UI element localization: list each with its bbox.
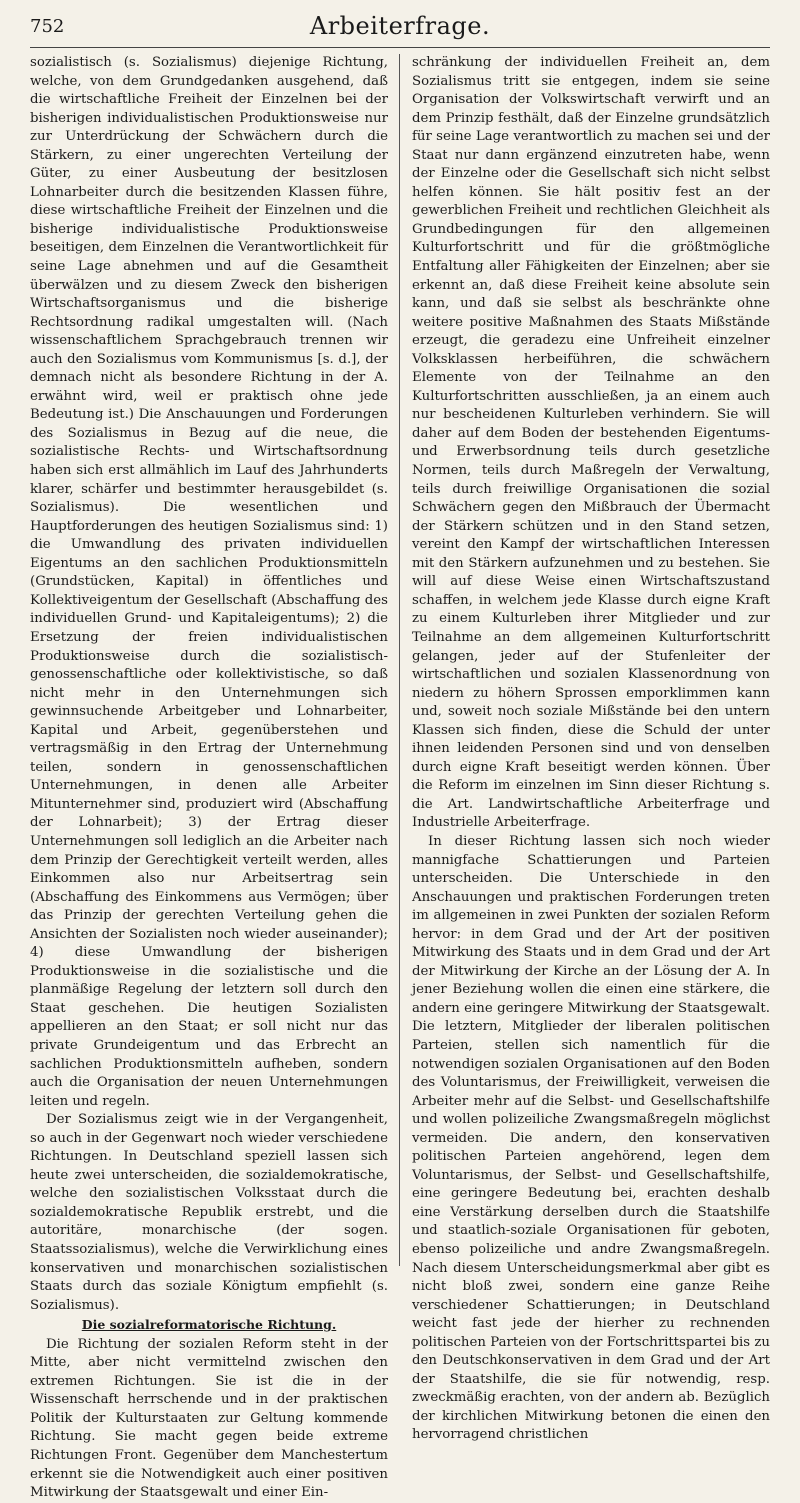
paragraph: Die Richtung der sozialen Reform steht in der Mitte, aber nicht vermittelnd zwischen den extremen Richtungen. Sie ist die in der Wissenschaft herrschende und in der praktischen Politik der Kulturstaaten zur Geltung kommende Richtung. Sie macht gegen beide extreme Richtungen Front. Gegenüber dem Manchestertum erkennt sie die Notwendigkeit auch einer positiven Mitwirkung der Staatsgewalt und einer Ein- [30, 1336, 388, 1501]
right-column [412, 54, 770, 1443]
left-column [30, 54, 388, 1501]
paragraph: sozialistisch (s. Sozialismus) diejenige Richtung, welche, von dem Grundgedanken ausgehend, daß die wirtschaftliche Freiheit der Einzelnen bei der bisherigen individualistischen Produktionsweise nur zur Unterdrückung der Schwächern durch die Stärkern, zu einer ungerechten Verteilung der Güter, zu einer Ausbeutung der besitzlosen Lohnarbeiter durch die besitzenden Klassen führe, diese wirtschaftliche Freiheit der Einzelnen und die bisherige individualistische Produktionsweise beseitigen, dem Einzelnen die Verantwortlichkeit für seine Lage abnehmen und auf die Gesamtheit überwälzen und zu diesem Zweck den bisherigen Wirtschaftsorganismus und die bisherige Rechtsordnung radikal umgestalten will. (Nach wissenschaftlichem Sprachgebrauch trennen wir auch den Sozialismus vom Kommunismus [s. d.], der demnach nicht als besondere Richtung in der A. erwähnt wird, weil er praktisch ohne jede Bedeutung ist.) Die Anschauungen und Forderungen des Sozialismus in Bezug auf die neue, die sozialistische Rechts- und Wirtschaftsordnung haben sich erst allmählich im Lauf des Jahrhunderts klarer, schärfer und bestimmter herausgebildet (s. Sozialismus). Die wesentlichen und Hauptforderungen des heutigen Sozialismus sind: 1) die Umwandlung des privaten individuellen Eigentums an den sachlichen Produktionsmitteln (Grundstücken, Kapital) in öffentliches und Kollektiveigentum der Gesellschaft (Abschaffung des individuellen Grund- und Kapitaleigentums); 2) die Ersetzung der freien individualistischen Produktionsweise durch die sozialistisch-genossenschaftliche oder kollektivistische, so daß nicht mehr in den Unternehmungen sich gewinnsuchende Arbeitgeber und Lohnarbeiter, Kapital und Arbeit, gegenüberstehen und vertragsmäßig in den Ertrag der Unternehmung teilen, sondern in genossenschaftlichen Unternehmungen, in denen alle Arbeiter Mitunternehmer sind, produziert wird (Abschaffung der Lohnarbeit); 3) der Ertrag dieser Unternehmungen soll lediglich an die Arbeiter nach dem Prinzip der Gerechtigkeit verteilt werden, alles Einkommen also nur Arbeitsertrag sein (Abschaffung des Einkommens aus Vermögen; über das Prinzip der gerechten Verteilung gehen die Ansichten der Sozialisten noch wieder auseinander); 4) diese Umwandlung der bisherigen Produktionsweise in die sozialistische und die planmäßige Regelung der letztern soll durch den Staat geschehen. Die heutigen Sozialisten appellieren an den Staat; er soll nicht nur das private Grundeigentum und das Erbrecht an sachlichen Produktionsmitteln aufheben, sondern auch die Organisation der neuen Unternehmungen leiten und regeln. [30, 55, 388, 1109]
page-number: 752 [30, 16, 65, 37]
header-rule [30, 47, 770, 48]
paragraph: schränkung der individuellen Freiheit an, dem Sozialismus tritt sie entgegen, indem sie seine Organisation der Volkswirtschaft verwirft und an dem Prinzip festhält, daß der Einzelne grundsätzlich für seine Lage verantwortlich zu machen sei und der Staat nur dann ergänzend einzutreten habe, wenn der Einzelne oder die Gesellschaft sich nicht selbst helfen können. Sie hält positiv fest an der gewerblichen Freiheit und rechtlichen Gleichheit als Grundbedingungen für den allgemeinen Kulturfortschritt und für die größtmögliche Entfaltung aller Fähigkeiten der Einzelnen; aber sie erkennt an, daß diese Freiheit keine absolute sein kann, und daß sie selbst als beschränkte ohne weitere positive Maßnahmen des Staats Mißstände erzeugt, die geradezu eine Unfreiheit einzelner Volksklassen herbeiführen, die schwächern Elemente von der Teilnahme an den Kulturfortschritten ausschließen, ja an einem auch nur bescheidenen Kulturleben verhindern. Sie will daher auf dem Boden der bestehenden Eigentums- und Erwerbsordnung teils durch gesetzliche Normen, teils durch Maßregeln der Verwaltung, teils durch freiwillige Organisationen die sozial Schwächern gegen den Mißbrauch der Übermacht der Stärkern schützen und in den Stand setzen, vereint den Kampf der wirtschaftlichen Interessen mit den Stärkern aufzunehmen und zu bestehen. Sie will auf diese Weise einen Wirtschaftszustand schaffen, in welchem jede Klasse durch eigne Kraft zu einem Kulturleben ihrer Mitglieder und zur Teilnahme an dem allgemeinen Kulturfortschritt gelangen, jeder auf der Stufenleiter der wirtschaftlichen und sozialen Klassenordnung von niedern zu höhern Sprossen emporklimmen kann und, soweit noch soziale Mißstände bei den untern Klassen sich finden, diese die Schuld der unter ihnen leidenden Personen sind und von denselben durch eigne Kraft beseitigt werden können. Über die Reform im einzelnen im Sinn dieser Richtung s. die Art. Landwirtschaftliche Arbeiterfrage und Industrielle Arbeiterfrage. [412, 55, 770, 831]
section-heading: Die sozialreformatorische Richtung. [81, 1317, 337, 1333]
running-title: Arbeiterfrage. [309, 12, 491, 40]
column-divider [399, 54, 400, 1266]
page-header [30, 10, 770, 44]
paragraph: In dieser Richtung lassen sich noch wieder mannigfache Schattierungen und Parteien unterscheiden. Die Unterschiede in den Anschauungen und praktischen Forderungen treten im allgemeinen in zwei Punkten der sozialen Reform hervor: in dem Grad und der Art der positiven Mitwirkung des Staats und in dem Grad und der Art der Mitwirkung der Kirche an der Lösung der A. In jener Beziehung wollen die einen eine stärkere, die andern eine geringere Mitwirkung der Staatsgewalt. Die letztern, Mitglieder der liberalen politischen Parteien, stellen sich namentlich für die notwendigen sozialen Organisationen auf den Boden des Voluntarismus, der Freiwilligkeit, verweisen die Arbeiter mehr auf die Selbst- und Gesellschaftshilfe und wollen polizeiliche Zwangsmaßregeln möglichst vermeiden. Die andern, den konservativen politischen Parteien angehörend, legen dem Voluntarismus, der Selbst- und Gesellschaftshilfe, eine geringere Bedeutung bei, erachten deshalb eine Verstärkung derselben durch die Staatshilfe und staatlich-soziale Organisationen für geboten, ebenso polizeiliche und andre Zwangsmaßregeln. Nach diesem Unterscheidungsmerkmal aber gibt es nicht bloß zwei, sondern eine ganze Reihe verschiedener Schattierungen; in Deutschland weicht fast jede der hierher zu rechnenden politischen Parteien von der Fortschrittspartei bis zu den Deutschkonservativen in dem Grad und der Art der Staatshilfe, die sie für notwendig, resp. zweckmäßig erachten, von der andern ab. Bezüglich der kirchlichen Mitwirkung betonen die einen den hervorragend christlichen [412, 833, 770, 1443]
paragraph: Der Sozialismus zeigt wie in der Vergangenheit, so auch in der Gegenwart noch wieder verschiedene Richtungen. In Deutschland speziell lassen sich heute zwei unterscheiden, die sozialdemokratische, welche den sozialistischen Volksstaat durch die sozialdemokratische Republik erstrebt, und die autoritäre, monarchische (der sogen. Staatssozialismus), welche die Verwirklichung eines konservativen und monarchischen sozialistischen Staats durch das soziale Königtum empfiehlt (s. Sozialismus). [30, 1112, 388, 1313]
